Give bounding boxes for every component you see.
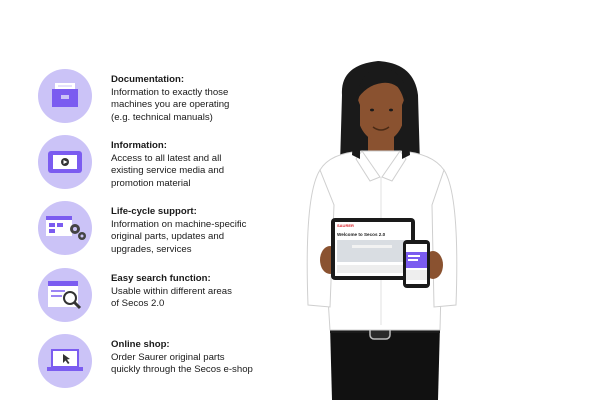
feature-easy-search — [38, 268, 338, 324]
media-player-icon — [38, 135, 92, 189]
feature-description: Usable within different areas of Secos 2.0 — [111, 285, 232, 309]
feature-description: Information to exactly those machines you are operating (e.g. technical manuals) — [111, 86, 230, 123]
feature-lifecycle-support — [38, 201, 338, 257]
feature-title: Documentation: — [111, 74, 185, 85]
feature-information — [38, 135, 338, 191]
feature-title: Online shop: — [111, 339, 170, 350]
tablet-heading: Welcome to Secos 2.0 — [337, 232, 386, 237]
feature-description: Access to all latest and all existing service media and promotion material — [111, 152, 225, 189]
feature-description: Order Saurer original parts quickly through the Secos e-shop — [111, 351, 253, 375]
feature-title: Information: — [111, 140, 167, 151]
person-illustration — [300, 55, 470, 400]
document-folder-icon — [38, 69, 92, 123]
feature-documentation — [38, 69, 338, 125]
feature-online-shop — [38, 334, 338, 390]
feature-title: Easy search function: — [111, 273, 211, 284]
laptop-cursor-icon — [38, 334, 92, 388]
feature-description: Information on machine-specific original parts, updates and upgrades, services — [111, 218, 247, 255]
search-window-icon — [38, 268, 92, 322]
tablet-brand: SAURER — [337, 223, 354, 228]
lifecycle-gears-icon — [38, 201, 92, 255]
feature-title: Life-cycle support: — [111, 206, 197, 217]
